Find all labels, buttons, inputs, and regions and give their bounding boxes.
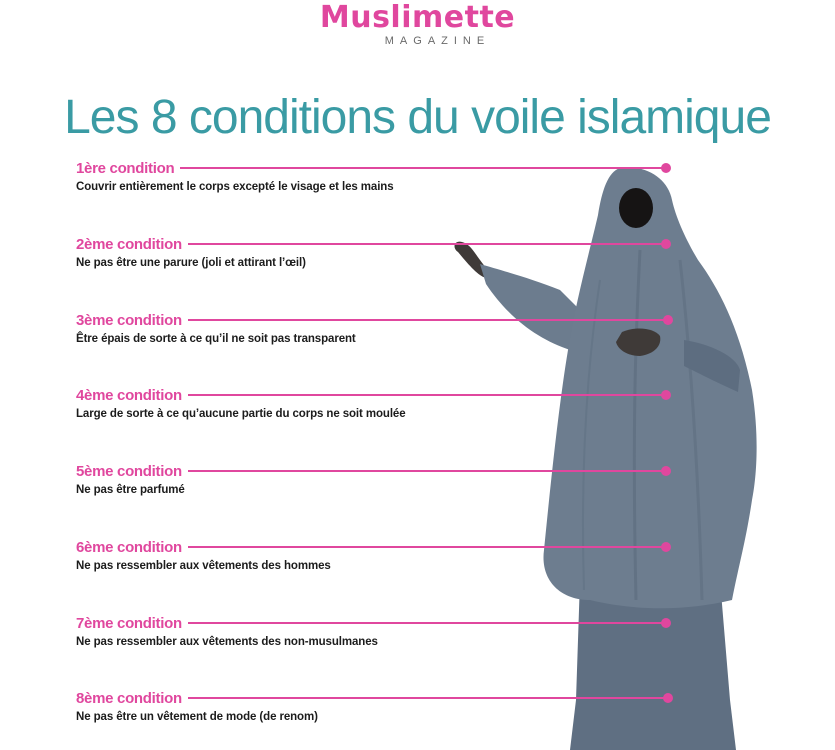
- condition-3-label: 3ème condition: [76, 311, 182, 329]
- condition-3-description: Être épais de sorte à ce qu’il ne soit pas transparent: [76, 333, 356, 345]
- condition-1-label: 1ère condition: [76, 159, 175, 177]
- condition-6-leader-line: [188, 546, 662, 548]
- condition-6-marker-dot: [661, 542, 671, 552]
- brand-subtitle: MAGAZINE: [384, 35, 491, 47]
- condition-7-leader-line: [188, 622, 662, 624]
- condition-6-description: Ne pas ressembler aux vêtements des hommes: [76, 560, 331, 572]
- condition-5-marker-dot: [661, 466, 671, 476]
- condition-1-leader-line: [180, 167, 662, 169]
- condition-7-marker-dot: [661, 618, 671, 628]
- condition-4-leader-line: [188, 394, 662, 396]
- condition-7-description: Ne pas ressembler aux vêtements des non-musulmanes: [76, 636, 378, 648]
- condition-5-description: Ne pas être parfumé: [76, 484, 185, 496]
- condition-2-marker-dot: [661, 239, 671, 249]
- condition-2-description: Ne pas être une parure (joli et attirant l’œil): [76, 257, 306, 269]
- condition-3-marker-dot: [663, 315, 673, 325]
- condition-8-marker-dot: [663, 693, 673, 703]
- brand-name: Muslimette: [319, 0, 516, 35]
- condition-5-leader-line: [188, 470, 662, 472]
- condition-2-leader-line: [188, 243, 662, 245]
- page-title: Les 8 conditions du voile islamique: [64, 91, 771, 145]
- condition-4-label: 4ème condition: [76, 386, 182, 404]
- condition-6-label: 6ème condition: [76, 538, 182, 556]
- condition-4-description: Large de sorte à ce qu’aucune partie du corps ne soit moulée: [76, 408, 406, 420]
- condition-7-label: 7ème condition: [76, 614, 182, 632]
- condition-1-marker-dot: [661, 163, 671, 173]
- condition-8-description: Ne pas être un vêtement de mode (de renom): [76, 711, 318, 723]
- condition-1-description: Couvrir entièrement le corps excepté le visage et les mains: [76, 181, 394, 193]
- condition-8-label: 8ème condition: [76, 689, 182, 707]
- condition-5-label: 5ème condition: [76, 462, 182, 480]
- condition-2-label: 2ème condition: [76, 235, 182, 253]
- condition-3-leader-line: [188, 319, 664, 321]
- condition-4-marker-dot: [661, 390, 671, 400]
- condition-8-leader-line: [188, 697, 664, 699]
- brand-logo: [0, 2, 835, 47]
